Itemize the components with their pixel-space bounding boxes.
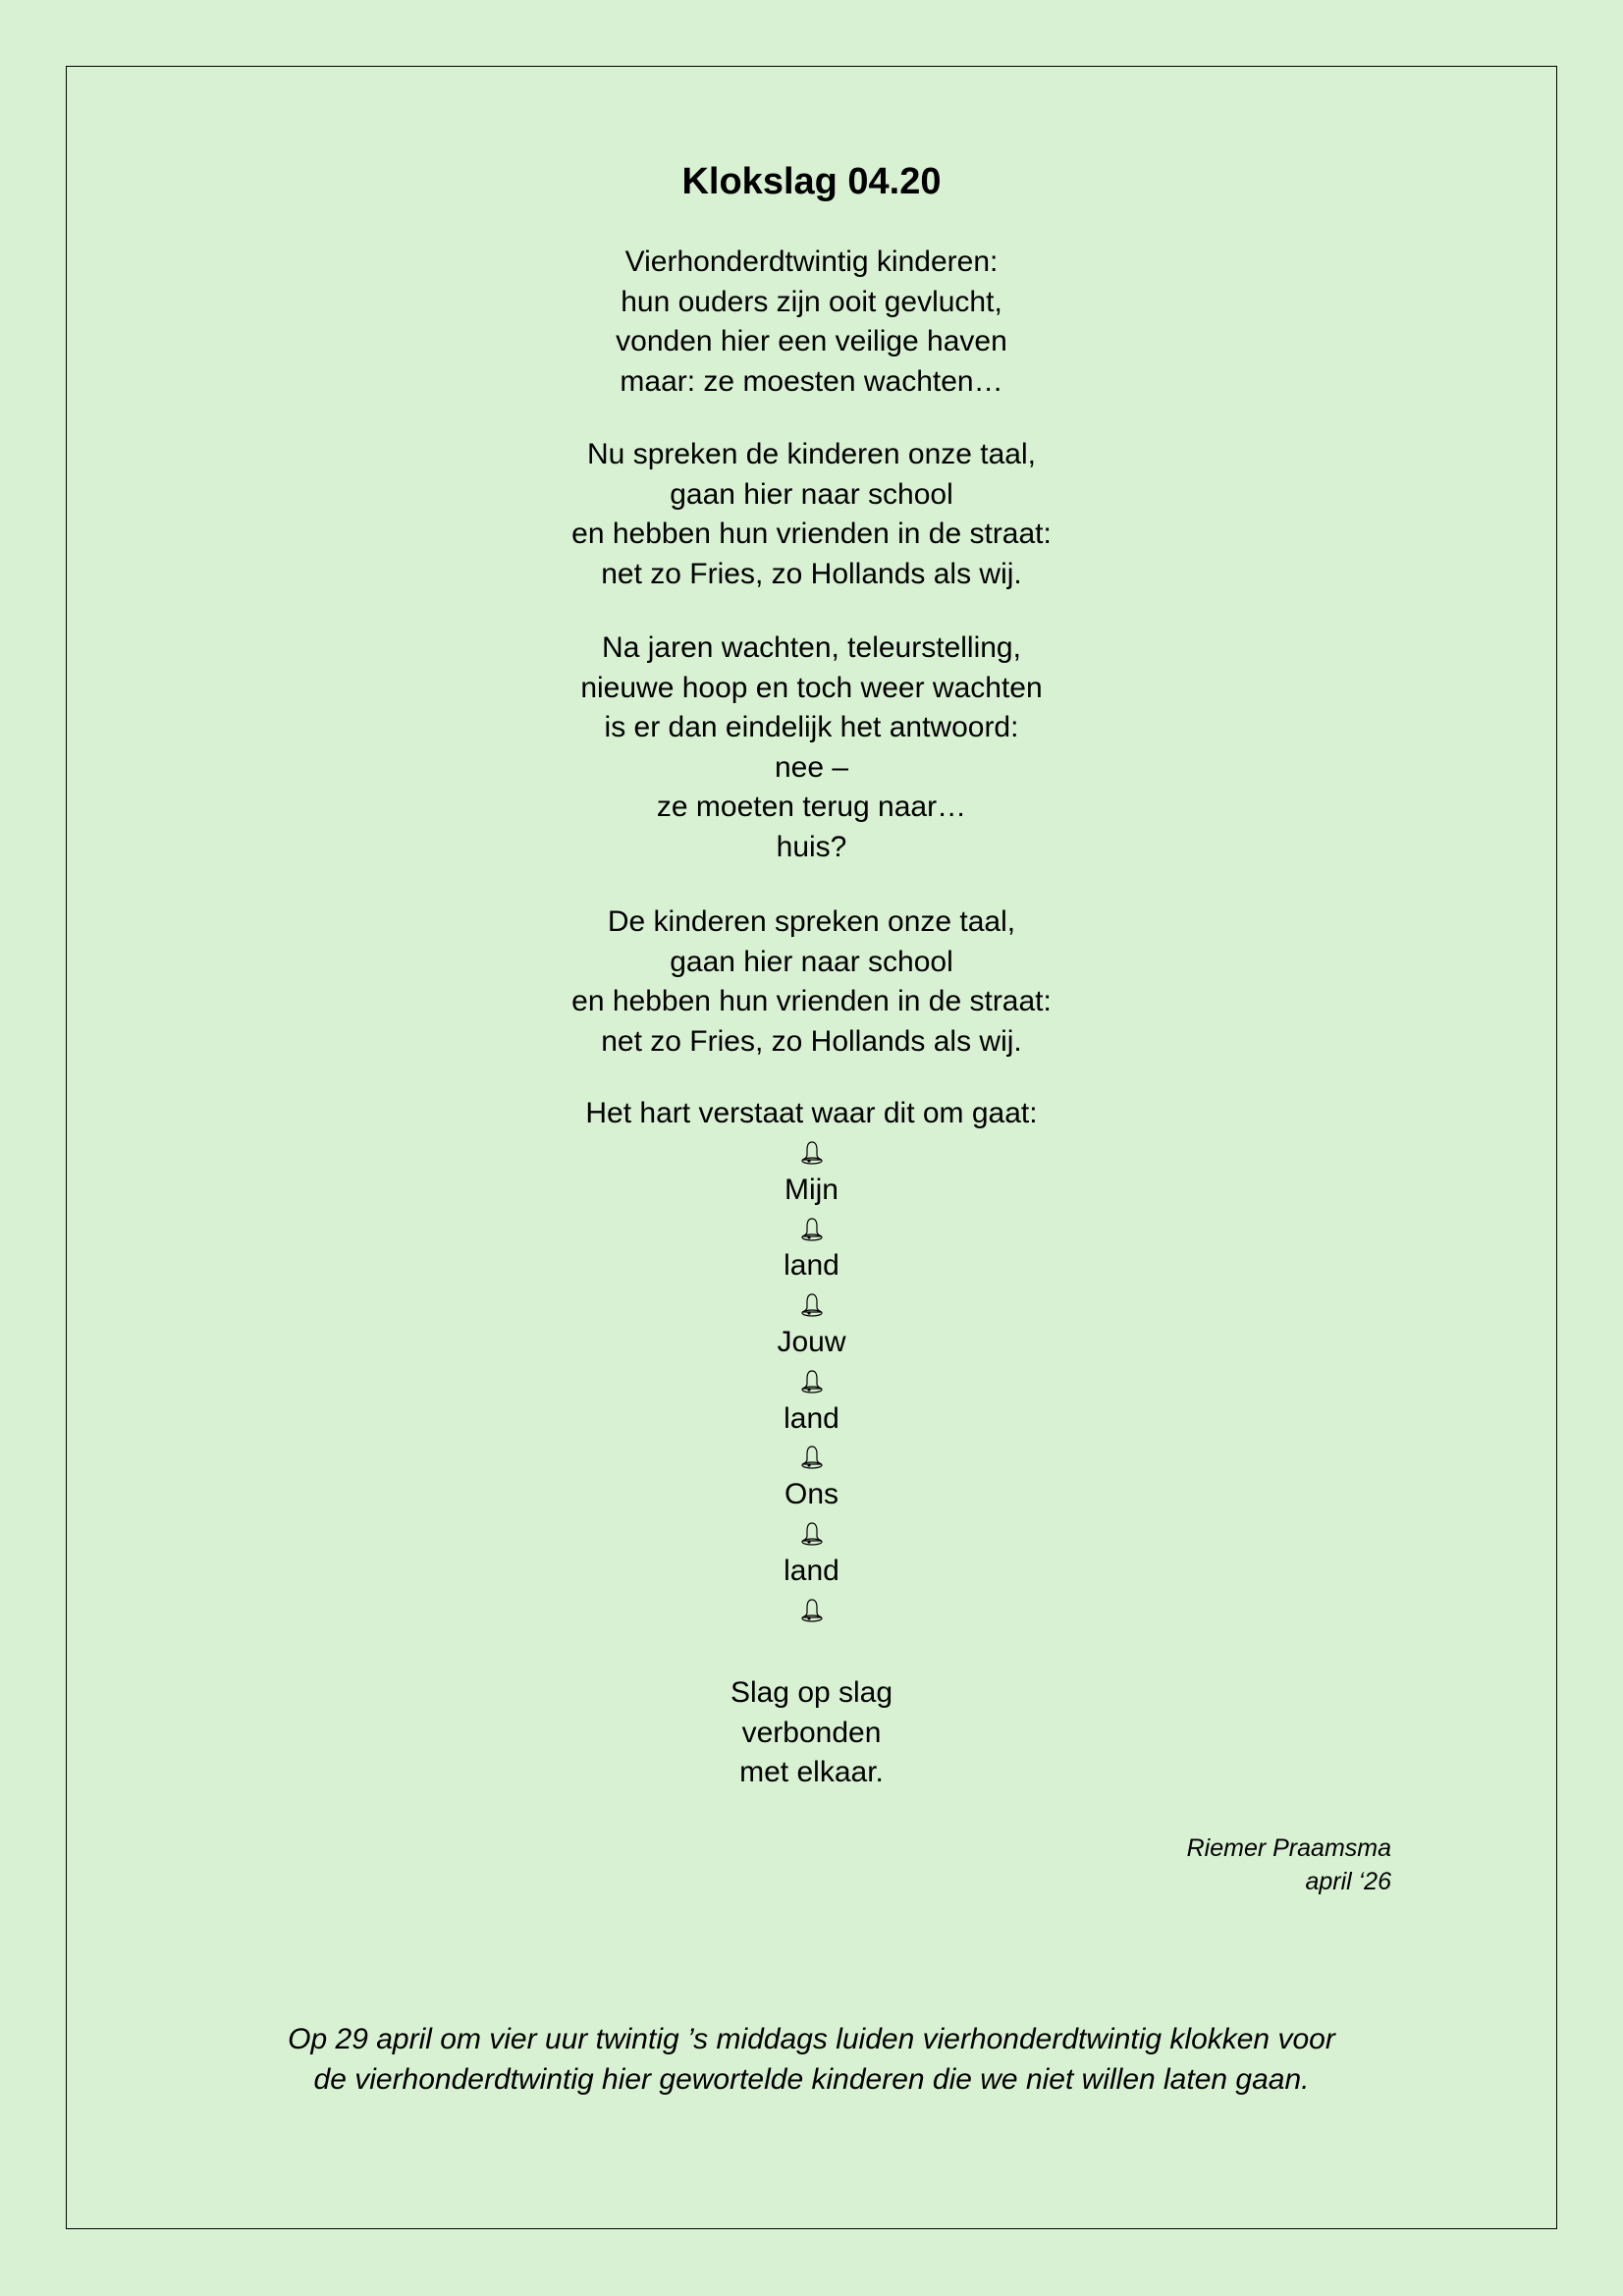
poem-line: is er dan eindelijk het antwoord: bbox=[604, 711, 1019, 743]
bell-icon bbox=[0, 1438, 1623, 1476]
poem-line: Na jaren wachten, teleurstelling, bbox=[602, 631, 1021, 664]
bell-sequence bbox=[0, 1133, 1623, 1628]
bell-word: land bbox=[784, 1401, 839, 1435]
poem-line: ze moeten terug naar… bbox=[656, 791, 967, 823]
poem-line: en hebben hun vrienden in de straat: bbox=[571, 985, 1052, 1017]
footer-note bbox=[0, 2019, 1623, 2100]
poem-line: gaan hier naar school bbox=[670, 477, 953, 511]
bell-word: Jouw bbox=[777, 1325, 846, 1358]
poem-line: De kinderen spreken onze taal, bbox=[607, 905, 1016, 938]
poem-line: nee – bbox=[774, 750, 849, 784]
bell-icon bbox=[0, 1362, 1623, 1400]
poem-line: gaan hier naar school bbox=[670, 945, 953, 978]
poem-line: net zo Fries, zo Hollands als wij. bbox=[601, 557, 1022, 590]
bell-icon bbox=[0, 1514, 1623, 1553]
poem-line: Het hart verstaat waar dit om gaat: bbox=[585, 1097, 1038, 1129]
poem-line: Nu spreken de kinderen onze taal, bbox=[587, 438, 1036, 470]
signature bbox=[1187, 1831, 1391, 1898]
footer-line: de vierhonderdtwintig hier gewortelde kinderen die we niet willen laten gaan. bbox=[313, 2063, 1310, 2096]
stanza-4 bbox=[0, 902, 1623, 1062]
author: Riemer Praamsma bbox=[1186, 1834, 1391, 1862]
poem-line: maar: ze moesten wachten… bbox=[620, 364, 1003, 398]
poem-line: hun ouders zijn ooit gevlucht, bbox=[621, 285, 1002, 318]
bell-word: Ons bbox=[784, 1478, 839, 1511]
bell-icon bbox=[0, 1210, 1623, 1248]
date: april ‘26 bbox=[1305, 1868, 1391, 1895]
bell-word: land bbox=[784, 1554, 839, 1587]
bell-icon bbox=[0, 1133, 1623, 1172]
bell-intro bbox=[0, 1094, 1623, 1134]
poem-line: net zo Fries, zo Hollands als wij. bbox=[601, 1024, 1022, 1058]
bell-word: land bbox=[784, 1249, 839, 1283]
poem-line: Slag op slag bbox=[730, 1676, 893, 1709]
poem-title: Klokslag 04.20 bbox=[681, 161, 942, 202]
footer-line: Op 29 april om vier uur twintig ’s middags luiden vierhonderdtwintig klokken voor bbox=[288, 2023, 1335, 2055]
bell-icon bbox=[0, 1591, 1623, 1629]
poem-line: met elkaar. bbox=[739, 1756, 884, 1788]
bell-word: Mijn bbox=[784, 1173, 839, 1206]
poem-line: verbonden bbox=[741, 1716, 882, 1749]
stanza-1 bbox=[0, 243, 1623, 402]
stanza-2 bbox=[0, 435, 1623, 594]
closing-stanza bbox=[0, 1673, 1623, 1793]
poem-line: huis? bbox=[776, 830, 847, 863]
poem-line: nieuwe hoop en toch weer wachten bbox=[580, 671, 1043, 704]
bell-icon bbox=[0, 1285, 1623, 1324]
stanza-3 bbox=[0, 629, 1623, 867]
poem-line: vonden hier een veilige haven bbox=[616, 325, 1007, 357]
poem-line: Vierhonderdtwintig kinderen: bbox=[624, 246, 999, 278]
poem-line: en hebben hun vrienden in de straat: bbox=[571, 518, 1052, 550]
